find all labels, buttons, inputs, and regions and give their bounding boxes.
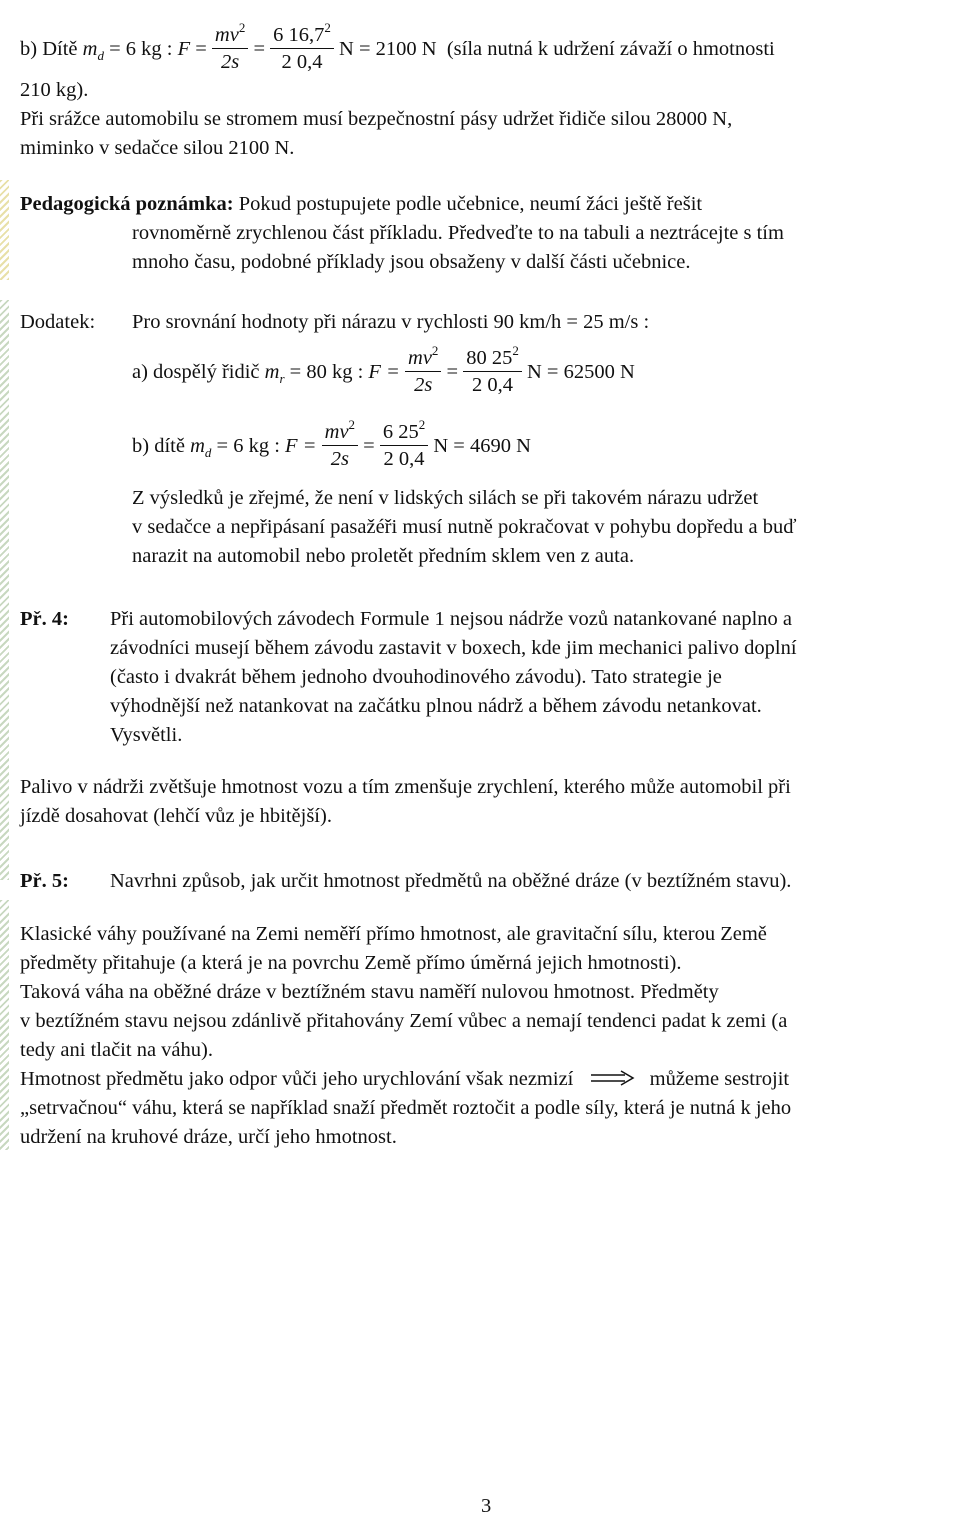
text-line: v sedačce a nepřipásaní pasažéři musí nutně pokračovat v pohybu dopředu a buď bbox=[132, 516, 797, 538]
denominator: 2s bbox=[221, 51, 240, 73]
text-line: Palivo v nádrži zvětšuje hmotnost vozu a tím zmenšuje zrychlení, kterého může automobil při bbox=[20, 776, 791, 798]
force-result: N = 62500 N bbox=[526, 361, 635, 384]
text-segment: Hmotnost předmětu jako odpor vůči jeho urychlování však nezmizí bbox=[20, 1068, 574, 1090]
text-segment: můžeme sestrojit bbox=[649, 1068, 790, 1090]
label-a: a) dospělý řidič bbox=[132, 361, 260, 384]
text-line: miminko v sedačce silou 2100 N. bbox=[20, 137, 295, 159]
equals-sign: = bbox=[363, 435, 375, 458]
text-line: Při srážce automobilu se stromem musí bezpečnostní pásy udržet řidiče silou 28000 N, bbox=[20, 108, 733, 130]
mass-symbol: m bbox=[82, 38, 98, 61]
implies-arrow-icon bbox=[589, 1066, 635, 1095]
text-line: Pokud postupujete podle učebnice, neumí žáci ještě řešit bbox=[238, 193, 703, 215]
exponent: 2 bbox=[512, 343, 519, 358]
text-line: Vysvětli. bbox=[110, 724, 183, 746]
text-line: Klasické váhy používané na Zemi neměří přímo hmotnost, ale gravitační sílu, kterou Země bbox=[20, 923, 767, 945]
page-number: 3 bbox=[481, 1495, 492, 1517]
numerator: 6 16,7 bbox=[273, 24, 325, 46]
mass-symbol: m bbox=[264, 361, 280, 384]
mass-value: = 6 kg : bbox=[109, 38, 173, 61]
note-text: (síla nutná k udržení závaží o hmotnosti bbox=[446, 38, 775, 61]
exponent: 2 bbox=[431, 343, 439, 358]
exponent: 2 bbox=[348, 417, 356, 432]
force-result: N = 2100 N bbox=[339, 38, 437, 61]
denominator: 2 0,4 bbox=[383, 448, 425, 470]
label-b: b) Dítě bbox=[20, 38, 78, 61]
force-symbol: F = bbox=[285, 435, 317, 458]
fraction-symbolic bbox=[212, 22, 248, 75]
force-result: N = 4690 N bbox=[433, 435, 531, 458]
fraction-symbolic bbox=[322, 419, 358, 472]
denominator: 2s bbox=[330, 448, 349, 470]
text-line: Při automobilových závodech Formule 1 nejsou nádrže vozů natankované naplno a bbox=[110, 608, 792, 630]
denominator: 2 0,4 bbox=[281, 51, 323, 73]
exponent: 2 bbox=[418, 417, 426, 432]
text-line: udržení na kruhové dráze, určí jeho hmotnost. bbox=[20, 1126, 397, 1148]
numerator: 6 25 bbox=[382, 421, 419, 443]
text-line: výhodnější než natankovat na začátku plnou nádrž a během závodu netankovat. bbox=[110, 695, 762, 717]
mass-value: = 6 kg : bbox=[216, 435, 280, 458]
fraction-numeric bbox=[380, 419, 428, 472]
equals-sign: = bbox=[253, 38, 266, 61]
mass-subscript: d bbox=[97, 48, 104, 64]
label-b: b) dítě bbox=[132, 435, 185, 458]
text-line: Z výsledků je zřejmé, že není v lidských silách se při takovém nárazu udržet bbox=[132, 487, 759, 509]
force-symbol: F = bbox=[368, 361, 400, 384]
exponent: 2 bbox=[238, 20, 246, 35]
mass-value: = 80 kg : bbox=[289, 361, 364, 384]
equals-sign: = bbox=[195, 38, 207, 61]
text-line: jízdě dosahovat (lehčí vůz je hbitější). bbox=[20, 805, 332, 827]
numerator: mv bbox=[408, 347, 432, 369]
text-line: rovnoměrně zrychlenou část příkladu. Předveďte to na tabuli a neztrácejte s tím bbox=[132, 222, 784, 244]
mass-subscript: d bbox=[204, 445, 212, 461]
numerator: mv bbox=[214, 24, 239, 46]
dodatek-intro: Pro srovnání hodnoty při nárazu v rychlosti 90 km/h = 25 m/s : bbox=[132, 311, 650, 333]
child-force-equation-2 bbox=[132, 417, 531, 474]
mass-subscript: r bbox=[279, 371, 285, 387]
text-line: „setrvačnou“ váhu, která se například snaží předmět roztočit a podle síly, která je nutná k jeho bbox=[20, 1097, 792, 1119]
denominator: 2 0,4 bbox=[472, 374, 514, 396]
child-force-equation bbox=[20, 20, 775, 77]
numerator: mv bbox=[324, 421, 349, 443]
text-line: v beztížném stavu nejsou zdánlivě přitahovány Zemí vůbec a nemají tendenci padat k zemi (a bbox=[20, 1010, 788, 1032]
text-line: (často i dvakrát během jednoho dvouhodinového závodu). Tato strategie je bbox=[110, 666, 722, 688]
text-line: mnoho času, podobné příklady jsou obsaženy v další části učebnice. bbox=[132, 251, 691, 273]
dodatek-label: Dodatek: bbox=[20, 311, 96, 333]
pr5-question: Navrhni způsob, jak určit hmotnost předmětů na oběžné dráze (v beztížném stavu). bbox=[110, 870, 792, 892]
pedagog-title: Pedagogická poznámka: bbox=[20, 193, 234, 215]
margin-hatch-dodatek bbox=[0, 300, 9, 880]
fraction-symbolic bbox=[405, 345, 441, 398]
text-line: tedy ani tlačit na váhu). bbox=[20, 1039, 213, 1061]
mass-symbol: m bbox=[190, 435, 205, 458]
exponent: 2 bbox=[324, 20, 331, 35]
force-symbol: F bbox=[177, 38, 191, 61]
text-line: narazit na automobil nebo proletět předním sklem ven z auta. bbox=[132, 545, 635, 567]
implication-line bbox=[20, 1065, 789, 1095]
text-line: závodníci musejí během závodu zastavit v boxech, kde jim mechanici palivo doplní bbox=[110, 637, 797, 659]
pedagog-note-first-line bbox=[20, 190, 702, 219]
margin-hatch-pedagog bbox=[0, 180, 9, 280]
pr5-label: Př. 5: bbox=[20, 870, 69, 892]
numerator: 80 25 bbox=[466, 347, 513, 369]
fraction-numeric bbox=[463, 345, 522, 398]
fraction-numeric bbox=[270, 22, 334, 75]
equals-sign: = bbox=[446, 361, 459, 384]
adult-force-equation bbox=[132, 343, 635, 400]
text-line: předměty přitahuje (a která je na povrchu Země přímo úměrná jejich hmotnosti). bbox=[20, 952, 682, 974]
denominator: 2s bbox=[414, 374, 433, 396]
pr4-label: Př. 4: bbox=[20, 608, 69, 630]
text-line: Taková váha na oběžné dráze v beztížném stavu naměří nulovou hmotnost. Předměty bbox=[20, 981, 719, 1003]
margin-hatch-pr5 bbox=[0, 900, 9, 1150]
note-close: 210 kg). bbox=[20, 79, 89, 101]
